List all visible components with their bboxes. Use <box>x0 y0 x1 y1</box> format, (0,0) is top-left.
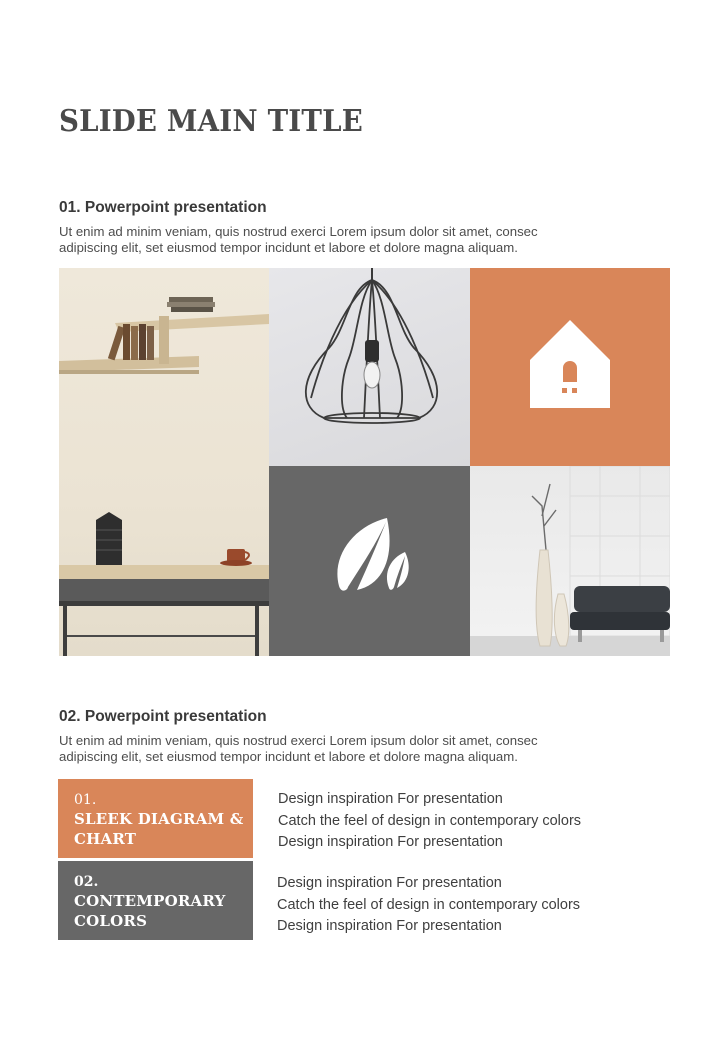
section-2-heading: 02. Powerpoint presentation <box>59 708 267 725</box>
slide-title: SLIDE MAIN TITLE <box>59 104 363 139</box>
shelf-illustration <box>59 268 269 656</box>
item-1-label: SLEEK DIAGRAM & CHART <box>74 810 244 848</box>
item-1-line: Catch the feel of design in contemporary colors <box>278 812 582 829</box>
item-1-line: Design inspiration For presentation <box>278 834 503 850</box>
section-1-heading: 01. Powerpoint presentation <box>59 199 267 216</box>
pendant-lamp-photo <box>269 268 470 466</box>
item-2-line: Design inspiration For presentation <box>277 918 502 934</box>
item-1-number: 01. <box>74 792 97 808</box>
shelf-photo <box>59 268 269 656</box>
leaves-icon-tile <box>269 466 470 656</box>
house-icon <box>470 268 670 466</box>
item-2-label: CONTEMPORARY COLORS <box>74 892 226 930</box>
section-1-body <box>59 224 599 256</box>
item-1-line: Design inspiration For presentation <box>278 791 503 807</box>
section-2-body-line: Ut enim ad minim veniam, quis nostrud exerci Lorem ipsum dolor sit amet, consec <box>59 733 538 748</box>
living-room-illustration <box>470 466 670 656</box>
item-2-list <box>277 873 580 938</box>
house-icon-tile <box>470 268 670 466</box>
item-2-box <box>58 861 253 940</box>
image-gallery <box>59 268 670 656</box>
item-2-line: Design inspiration For presentation <box>277 875 502 891</box>
pendant-lamp-illustration <box>269 268 470 466</box>
item-1-box <box>58 779 253 858</box>
living-room-photo <box>470 466 670 656</box>
item-2-number: 02. <box>74 874 99 890</box>
section-1-body-line: Ut enim ad minim veniam, quis nostrud exerci Lorem ipsum dolor sit amet, consec <box>59 224 538 239</box>
section-2-body-line: adipiscing elit, set eiusmod tempor incidunt et labore et dolore magna aliquam. <box>59 749 518 764</box>
item-1-list <box>278 789 581 854</box>
section-1-body-line: adipiscing elit, set eiusmod tempor incidunt et labore et dolore magna aliquam. <box>59 240 518 255</box>
leaves-icon <box>269 466 470 656</box>
item-2-line: Catch the feel of design in contemporary colors <box>277 896 581 913</box>
section-2-body <box>59 733 599 765</box>
